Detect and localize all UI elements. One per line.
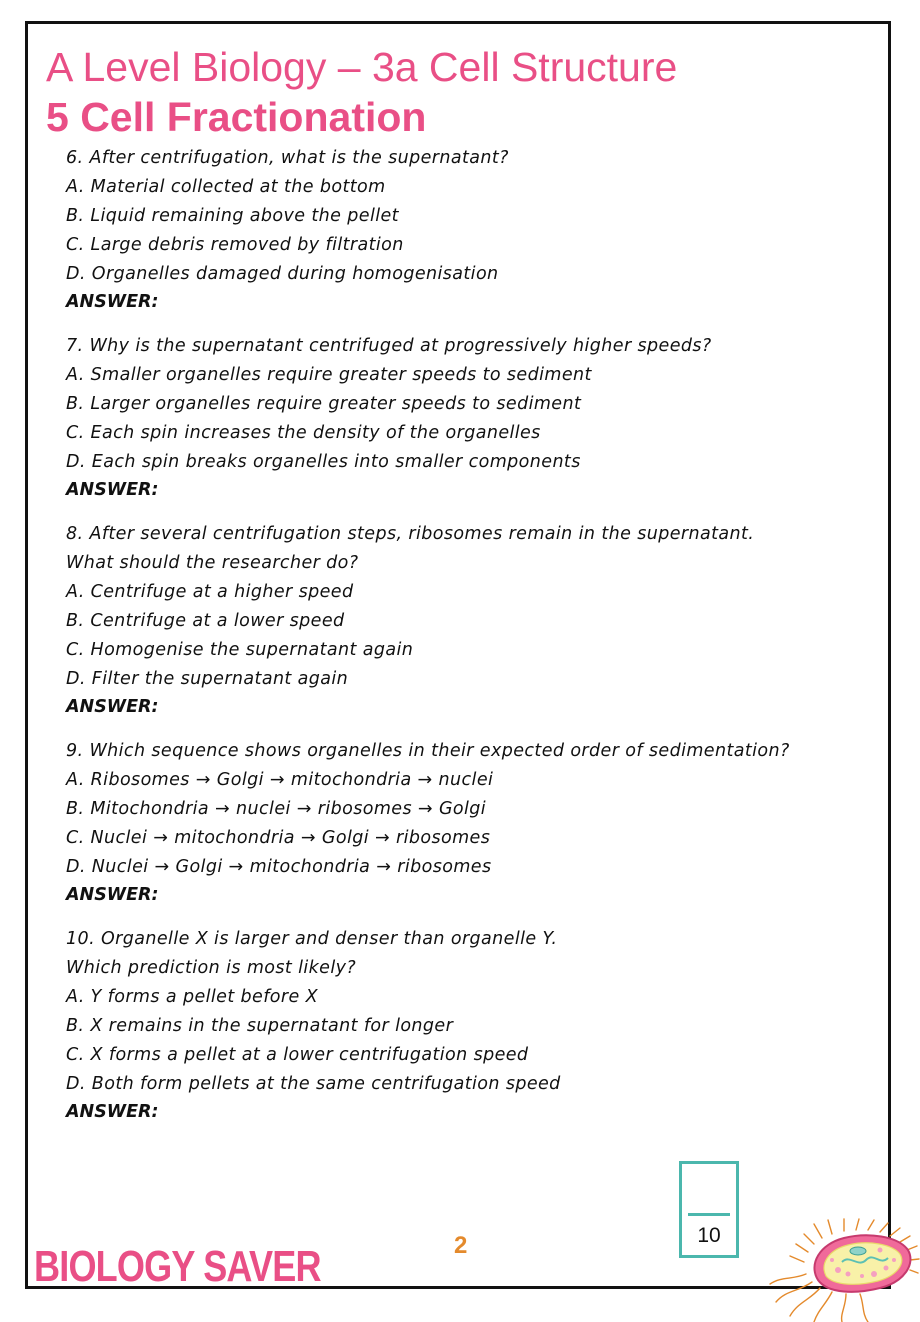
option-c: C. Large debris removed by filtration [66, 235, 404, 255]
score-total: 10 [697, 1224, 721, 1247]
answer-label: ANSWER: [66, 697, 159, 717]
question-7 [66, 332, 866, 504]
question-stem: 9. Which sequence shows organelles in their expected order of sedimentation? [66, 741, 790, 761]
option-b: B. Centrifuge at a lower speed [66, 611, 345, 631]
option-d: D. Organelles damaged during homogenisation [66, 264, 499, 284]
brand-logo [34, 1242, 384, 1292]
option-b: B. Larger organelles require greater speeds to sediment [66, 394, 582, 414]
option-b: B. Liquid remaining above the pellet [66, 206, 399, 226]
answer-label: ANSWER: [66, 480, 159, 500]
brand-name: BIOLOGY SAVER [34, 1242, 321, 1291]
option-a: A. Y forms a pellet before X [66, 987, 318, 1007]
option-c: C. X forms a pellet at a lower centrifugation speed [66, 1045, 529, 1065]
option-c: C. Each spin increases the density of the organelles [66, 423, 541, 443]
option-d: D. Nuclei → Golgi → mitochondria → ribosomes [66, 857, 492, 877]
page-title: A Level Biology – 3a Cell Structure [46, 44, 678, 90]
option-b: B. X remains in the supernatant for longer [66, 1016, 454, 1036]
answer-label: ANSWER: [66, 885, 159, 905]
question-stem: 7. Why is the supernatant centrifuged at progressively higher speeds? [66, 336, 712, 356]
option-b: B. Mitochondria → nuclei → ribosomes → Golgi [66, 799, 487, 819]
question-stem-continued: What should the researcher do? [66, 553, 359, 573]
page-number: 2 [454, 1232, 468, 1259]
question-stem: 10. Organelle X is larger and denser than organelle Y. [66, 929, 558, 949]
option-d: D. Both form pellets at the same centrifugation speed [66, 1074, 561, 1094]
question-8 [66, 520, 866, 721]
option-a: A. Smaller organelles require greater speeds to sediment [66, 365, 592, 385]
score-box [679, 1161, 739, 1258]
section-title: 5 Cell Fractionation [46, 94, 427, 140]
question-stem: 6. After centrifugation, what is the supernatant? [66, 148, 509, 168]
score-divider [688, 1213, 730, 1216]
answer-label: ANSWER: [66, 292, 159, 312]
question-9 [66, 737, 866, 909]
question-stem: 8. After several centrifugation steps, ribosomes remain in the supernatant. [66, 524, 755, 544]
answer-label: ANSWER: [66, 1102, 159, 1122]
bacterium-icon [762, 1218, 920, 1322]
question-list [66, 144, 866, 1142]
option-d: D. Each spin breaks organelles into smaller components [66, 452, 581, 472]
question-6 [66, 144, 866, 316]
option-a: A. Material collected at the bottom [66, 177, 386, 197]
option-c: C. Homogenise the supernatant again [66, 640, 414, 660]
option-a: A. Ribosomes → Golgi → mitochondria → nuclei [66, 770, 494, 790]
question-stem-continued: Which prediction is most likely? [66, 958, 357, 978]
question-10 [66, 925, 866, 1126]
option-d: D. Filter the supernatant again [66, 669, 349, 689]
option-a: A. Centrifuge at a higher speed [66, 582, 354, 602]
option-c: C. Nuclei → mitochondria → Golgi → ribosomes [66, 828, 491, 848]
